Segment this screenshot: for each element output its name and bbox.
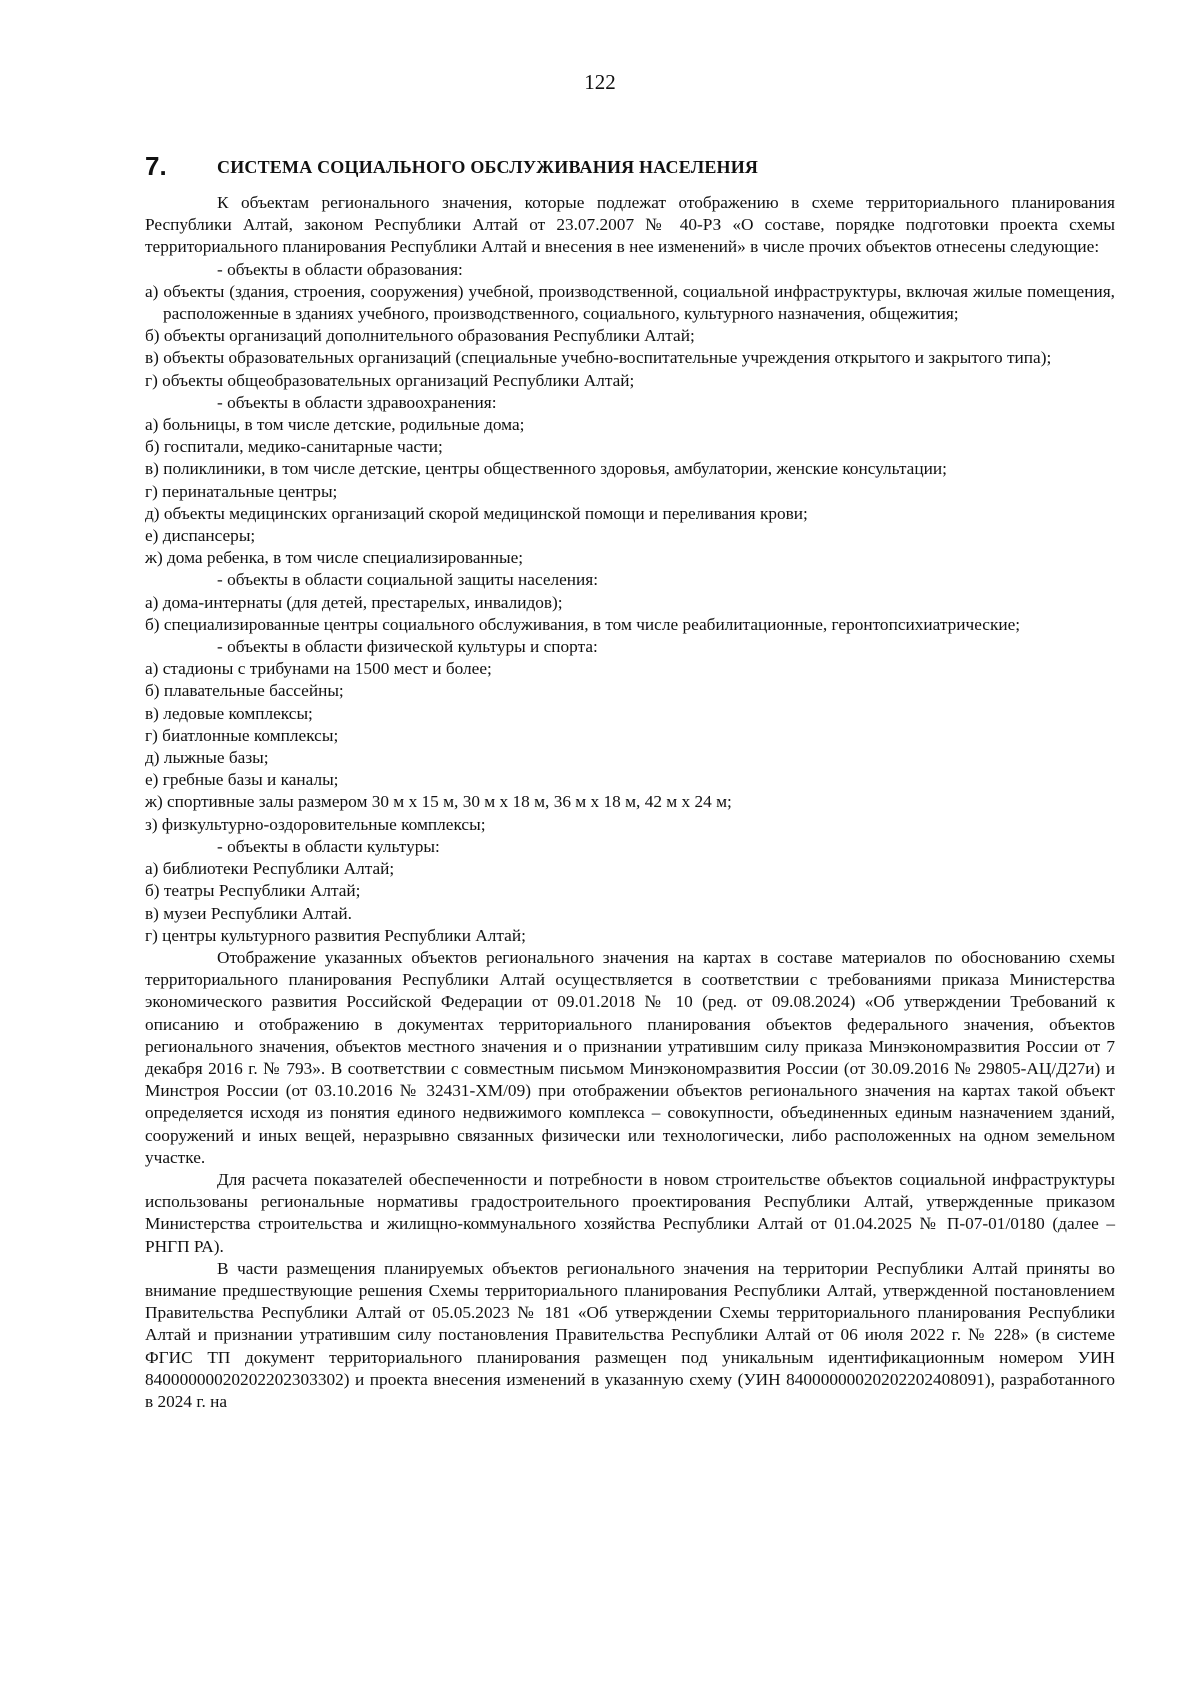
list-item: а) стадионы с трибунами на 1500 мест и более;	[145, 659, 492, 679]
list-item: ж) спортивные залы размером 30 м х 15 м, 30 м х 18 м, 36 м х 18 м, 42 м х 24 м;	[145, 792, 732, 812]
list-item: е) диспансеры;	[145, 526, 256, 546]
list-item: г) центры культурного развития Республики Алтай;	[145, 925, 526, 945]
list-item: а) библиотеки Республики Алтай;	[145, 859, 395, 879]
list-item: ж) дома ребенка, в том числе специализированные;	[145, 548, 524, 568]
list-item: г) перинатальные центры;	[145, 481, 338, 501]
list-item: б) специализированные центры социального обслуживания, в том числе реабилитационные, геронтопсихиатрические;	[145, 614, 1021, 634]
category-heading-education: - объекты в области образования:	[217, 259, 463, 279]
list-item: г) биатлонные комплексы;	[145, 725, 339, 745]
list-item: з) физкультурно-оздоровительные комплексы;	[145, 814, 486, 834]
document-body	[145, 192, 1115, 1413]
list-item: д) объекты медицинских организаций скорой медицинской помощи и переливания крови;	[145, 503, 808, 523]
body-paragraph: В части размещения планируемых объектов регионального значения на территории Республики Алтай приняты во внимание предшествующие решения Схемы территориального планирования Республики Алтай, утвержденной постановлением Правительства Республики Алтай от 05.05.2023 № 181 «Об утверждении Схемы территориального планирования Республики Алтай и признании утратившим силу постановления Правительства Республики Алтай от 06 июля 2022 г. № 228» (в системе ФГИС ТП документ территориального планирования размещен под уникальным идентификационным номером УИН 84000000020202202303302) и проекта внесения изменений в указанную схему (УИН 84000000020202202408091), разработанного в 2024 г. на	[145, 1258, 1115, 1411]
section-title: СИСТЕМА СОЦИАЛЬНОГО ОБСЛУЖИВАНИЯ НАСЕЛЕНИЯ	[217, 157, 759, 177]
category-heading-sport: - объекты в области физической культуры и спорта:	[217, 637, 598, 657]
list-item: б) плавательные бассейны;	[145, 681, 344, 701]
list-item: д) лыжные базы;	[145, 748, 269, 768]
page-number: 122	[584, 70, 616, 94]
list-item: а) дома-интернаты (для детей, престарелых, инвалидов);	[145, 592, 563, 612]
intro-paragraph: К объектам регионального значения, которые подлежат отображению в схеме территориального планирования Республики Алтай, законом Республики Алтай от 23.07.2007 № 40-РЗ «О составе, порядке подготовки проекта схемы территориального планирования Республики Алтай и внесения в нее изменений» в числе прочих объектов отнесены следующие:	[145, 193, 1115, 257]
list-item: б) объекты организаций дополнительного образования Республики Алтай;	[145, 326, 695, 346]
list-item: в) музеи Республики Алтай.	[145, 903, 352, 923]
list-item: а) больницы, в том числе детские, родильные дома;	[145, 415, 525, 435]
list-item: в) ледовые комплексы;	[145, 703, 313, 723]
list-item: е) гребные базы и каналы;	[145, 770, 339, 790]
body-paragraph: Для расчета показателей обеспеченности и потребности в новом строительстве объектов социальной инфраструктуры использованы региональные нормативы градостроительного проектирования Республики Алтай, утвержденные приказом Министерства строительства и жилищно-коммунального хозяйства Республики Алтай от 01.04.2025 № П-07-01/0180 (далее – РНГП РА).	[145, 1169, 1115, 1256]
body-paragraph: Отображение указанных объектов регионального значения на картах в составе материалов по обоснованию схемы территориального планирования Республики Алтай осуществляется в соответствии с требованиями приказа Министерства экономического развития Российской Федерации от 09.01.2018 № 10 (ред. от 09.08.2024) «Об утверждении Требований к описанию и отображению в документах территориального планирования объектов федерального значения, объектов регионального значения, объектов местного значения и о признании утратившим силу приказа Минэкономразвития России от 7 декабря 2016 г. № 793». В соответствии с совместным письмом Минэкономразвития России (от 30.09.2016 № 29805-АЦ/Д27и) и Минстроя России (от 03.10.2016 № 32431-ХМ/09) при отображении объектов регионального значения на картах такой объект определяется исходя из понятия единого недвижимого комплекса – совокупности, объединенных единым назначением зданий, сооружений и иных вещей, неразрывно связанных физически или технологически, либо расположенных на одном земельном участке.	[145, 947, 1115, 1167]
list-item: б) театры Республики Алтай;	[145, 881, 361, 901]
section-heading	[145, 150, 1105, 182]
section-number: 7.	[145, 151, 167, 181]
list-item: г) объекты общеобразовательных организаций Республики Алтай;	[145, 370, 635, 390]
category-heading-social: - объекты в области социальной защиты населения:	[217, 570, 599, 590]
list-item: а) объекты (здания, строения, сооружения) учебной, производственной, социальной инфраструктуры, включая жилые помещения, расположенные в зданиях учебного, производственного, социального, культурного назначения, общежития;	[145, 281, 1115, 324]
category-heading-culture: - объекты в области культуры:	[217, 836, 440, 856]
list-item: в) объекты образовательных организаций (специальные учебно-воспитательные учреждения открытого и закрытого типа);	[145, 348, 1052, 368]
list-item: б) госпитали, медико-санитарные части;	[145, 437, 443, 457]
list-item: в) поликлиники, в том числе детские, центры общественного здоровья, амбулатории, женские консультации;	[145, 459, 947, 479]
category-heading-health: - объекты в области здравоохранения:	[217, 392, 497, 412]
